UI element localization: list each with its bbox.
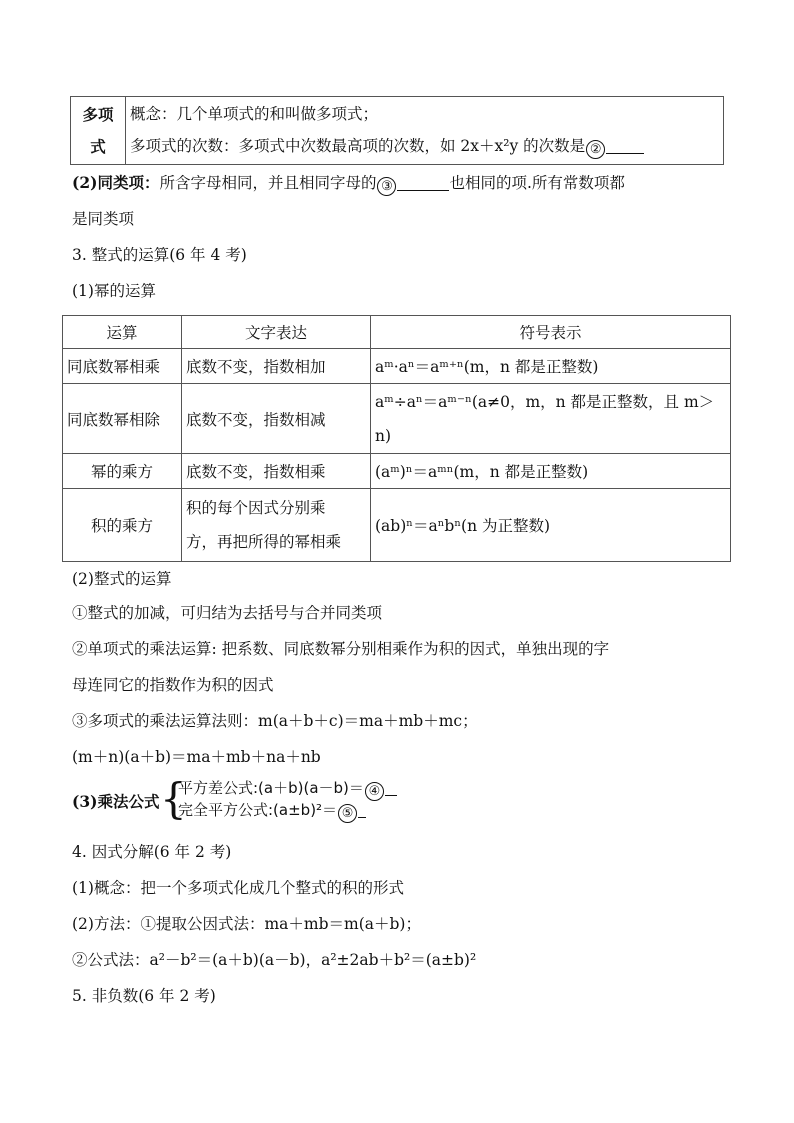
power-table-header-row bbox=[63, 316, 731, 349]
row-symbol: (aᵐ)ⁿ＝aᵐⁿ(m，n 都是正整数) bbox=[371, 454, 731, 489]
row-symbol: aᵐ·aⁿ＝aᵐ⁺ⁿ(m，n 都是正整数) bbox=[371, 349, 731, 384]
blank-5-line bbox=[358, 817, 366, 818]
integral-ops-subtitle: (2)整式的运算 bbox=[72, 570, 172, 588]
polynomial-degree bbox=[126, 129, 724, 165]
row-op: 积的乘方 bbox=[63, 489, 182, 562]
formula-diff-squares-text: 平方差公式:(a＋b)(a－b)＝ bbox=[178, 779, 364, 797]
row-op: 同底数幂相除 bbox=[63, 384, 182, 454]
item-monomial-mult-b: 母连同它的指数作为积的因式 bbox=[72, 676, 274, 694]
row-text: 底数不变，指数相加 bbox=[182, 349, 371, 384]
polynomial-row-header bbox=[71, 97, 126, 165]
power-ops-table bbox=[62, 315, 731, 562]
row-text bbox=[182, 489, 371, 562]
power-ops-subtitle: (1)幂的运算 bbox=[72, 282, 156, 300]
row-text: 底数不变，指数相减 bbox=[182, 384, 371, 454]
blank-3-number: ③ bbox=[377, 177, 396, 196]
blank-4-number: ④ bbox=[365, 782, 384, 801]
item-monomial-mult-a: ②单项式的乘法运算: 把系数、同底数幂分别相乘作为积的因式，单独出现的字 bbox=[72, 640, 610, 658]
item-polynomial-mult-b: (m＋n)(a＋b)＝ma＋mb＋na＋nb bbox=[72, 748, 321, 766]
header-text: 文字表达 bbox=[182, 316, 371, 349]
like-terms-line2: 是同类项 bbox=[72, 210, 135, 228]
item-polynomial-mult: ③多项式的乘法运算法则：m(a＋b＋c)＝ma＋mb＋mc； bbox=[72, 712, 478, 730]
header-symbol: 符号表示 bbox=[371, 316, 731, 349]
table-row bbox=[63, 489, 731, 562]
polynomial-header-a: 多项 bbox=[82, 104, 114, 124]
blank-2-number: ② bbox=[586, 140, 605, 159]
table-row bbox=[63, 454, 731, 489]
table-row bbox=[63, 384, 731, 454]
blank-4-line bbox=[385, 795, 397, 796]
section5-title: 5. 非负数(6 年 2 考) bbox=[72, 987, 216, 1005]
row-symbol: (ab)ⁿ＝aⁿbⁿ(n 为正整数) bbox=[371, 489, 731, 562]
blank-2-line bbox=[606, 153, 644, 154]
row-op: 同底数幂相乘 bbox=[63, 349, 182, 384]
polynomial-table bbox=[70, 96, 724, 165]
section3-title: 3. 整式的运算(6 年 4 考) bbox=[72, 246, 247, 264]
row-symbol-a: aᵐ÷aⁿ＝aᵐ⁻ⁿ(a≠0，m，n 都是正整数，且 m＞ bbox=[375, 392, 715, 411]
header-op: 运算 bbox=[63, 316, 182, 349]
formula-perfect-square bbox=[178, 801, 366, 823]
polynomial-header-b: 式 bbox=[90, 136, 106, 156]
polynomial-concept: 概念：几个单项式的和叫做多项式； bbox=[126, 97, 724, 129]
row-text-b: 方，再把所得的幂相乘 bbox=[186, 533, 342, 551]
brace-icon: { bbox=[160, 774, 187, 823]
formula-perfect-square-text: 完全平方公式:(a±b)²＝ bbox=[178, 801, 338, 819]
factorization-concept: (1)概念：把一个多项式化成几个整式的积的形式 bbox=[72, 879, 404, 897]
factorization-method: (2)方法：①提取公因式法：ma＋mb＝m(a＋b)； bbox=[72, 915, 421, 933]
row-symbol-b: n) bbox=[375, 426, 392, 445]
item-add-subtract: ①整式的加减，可归结为去括号与合并同类项 bbox=[72, 604, 383, 622]
row-symbol bbox=[371, 384, 731, 454]
mult-formulas-label: (3)乘法公式 bbox=[72, 792, 160, 811]
blank-3-line bbox=[397, 190, 449, 191]
row-op: 幂的乘方 bbox=[63, 454, 182, 489]
factorization-formula: ②公式法：a²－b²＝(a＋b)(a－b)，a²±2ab＋b²＝(a±b)² bbox=[72, 951, 477, 969]
section4-title: 4. 因式分解(6 年 2 考) bbox=[72, 843, 232, 861]
like-terms-text-b: 也相同的项.所有常数项都 bbox=[449, 174, 625, 192]
row-text: 底数不变，指数相乘 bbox=[182, 454, 371, 489]
like-terms-label: (2)同类项： bbox=[72, 173, 160, 192]
table-row bbox=[63, 349, 731, 384]
formula-diff-squares bbox=[178, 779, 397, 801]
blank-5-number: ⑤ bbox=[338, 804, 357, 823]
row-text-a: 积的每个因式分别乘 bbox=[186, 499, 326, 517]
polynomial-degree-text: 多项式的次数：多项式中次数最高项的次数，如 2x＋x²y 的次数是 bbox=[130, 136, 586, 155]
like-terms-line1 bbox=[72, 174, 625, 196]
like-terms-text-a: 所含字母相同，并且相同字母的 bbox=[159, 174, 377, 192]
